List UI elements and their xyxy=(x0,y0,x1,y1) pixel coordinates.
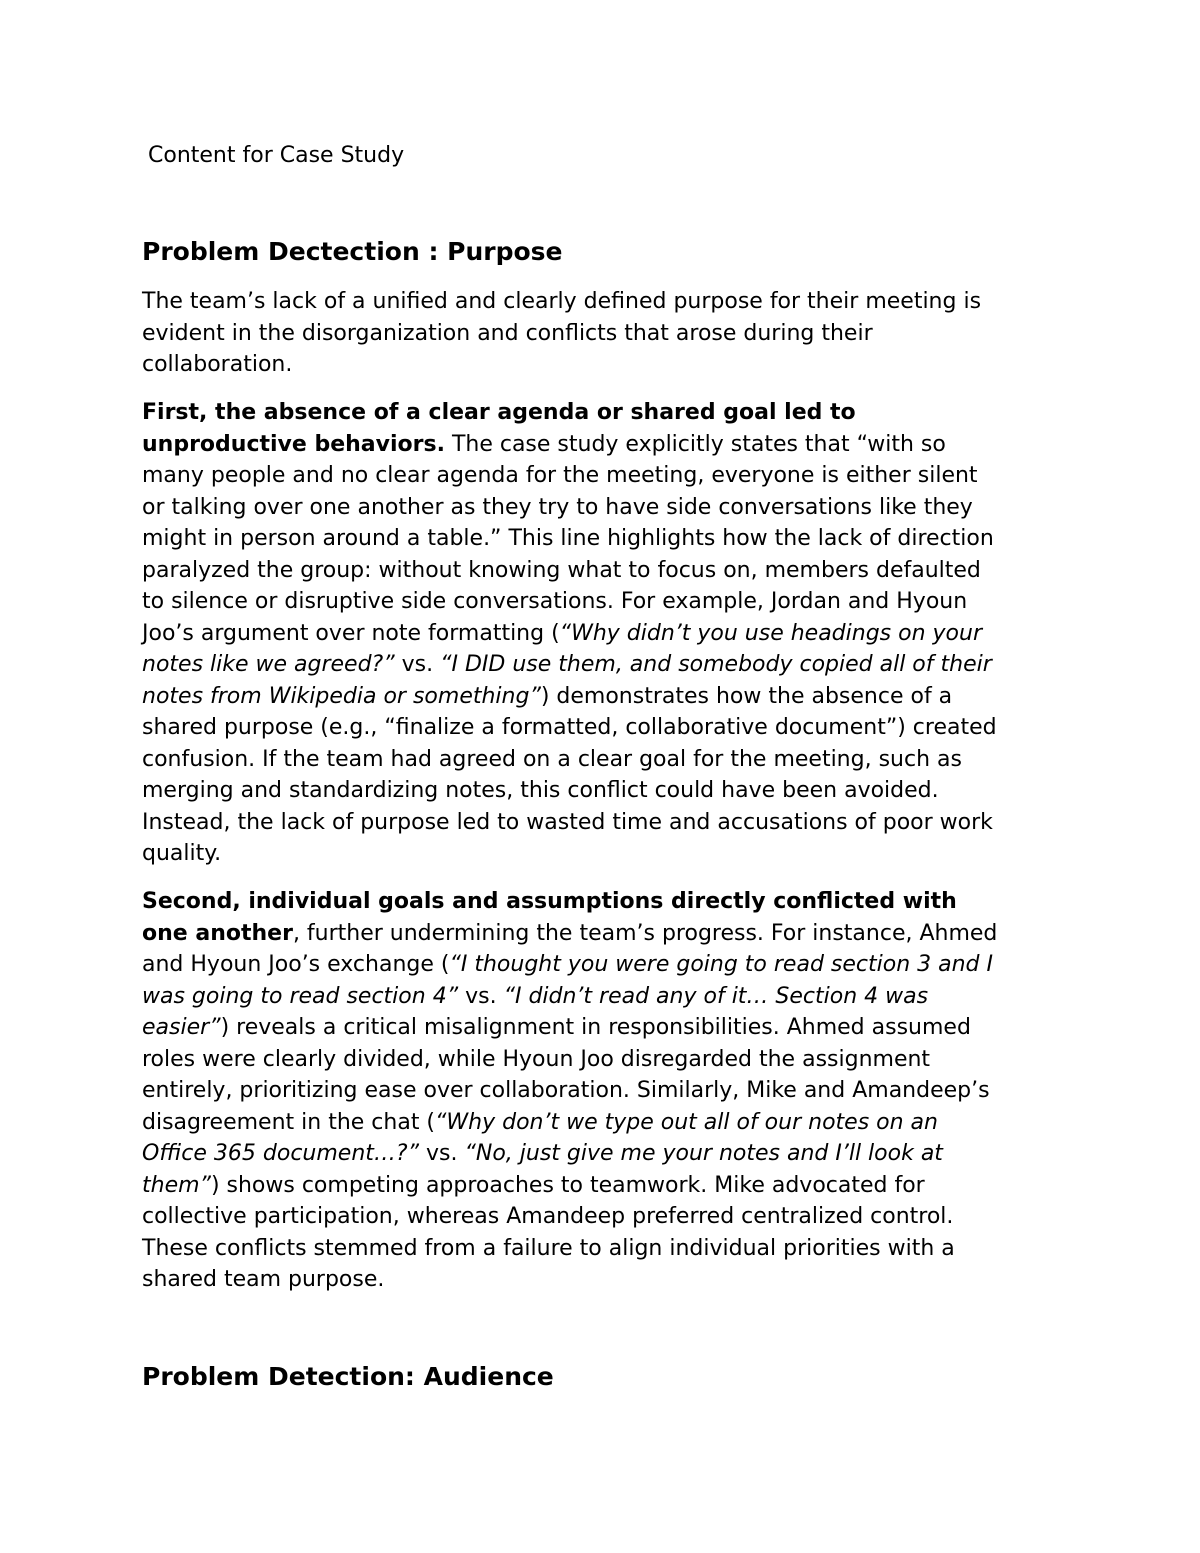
italic-quote: them” xyxy=(142,1172,211,1198)
text-line xyxy=(142,429,1092,461)
text-run: ) demonstrates how the absence of a xyxy=(540,683,953,709)
bold-text: Second, individual goals and assumptions directly conflicted with xyxy=(142,889,957,914)
paragraph-first-point xyxy=(142,397,1092,870)
text-line: quality. xyxy=(142,841,222,866)
italic-quote: notes from Wikipedia or something” xyxy=(142,683,541,709)
text-line: The team’s lack of a unified and clearly defined purpose for their meeting is xyxy=(142,289,982,314)
text-line xyxy=(142,886,1092,918)
italic-quote: “I DID use them, and somebody copied all of their xyxy=(440,652,992,677)
paragraph-intro xyxy=(142,286,1092,381)
text-line: entirely, prioritizing ease over collaboration. Similarly, Mike and Amandeep’s xyxy=(142,1078,990,1103)
text-run: and Hyoun Joo’s exchange ( xyxy=(142,952,450,977)
text-run: Joo’s argument over note formatting ( xyxy=(142,620,560,646)
italic-quote: “I thought you were going to read section 3 and I xyxy=(449,952,993,977)
italic-quote: Office 365 document…?” xyxy=(142,1141,419,1166)
text-line xyxy=(142,1107,1092,1139)
text-line xyxy=(142,397,1092,429)
text-run: vs. xyxy=(419,1141,465,1166)
text-line xyxy=(142,649,1092,681)
text-line: many people and no clear agenda for the meeting, everyone is either silent xyxy=(142,463,978,488)
italic-quote: notes like we agreed?” xyxy=(142,652,395,677)
text-run: The case study explicitly states that “with so xyxy=(444,431,946,457)
paragraph-second-point xyxy=(142,886,1092,1296)
bold-text: unproductive behaviors. xyxy=(142,431,445,457)
text-line: collaboration. xyxy=(142,352,293,377)
text-line: These conflicts stemmed from a failure to align individual priorities with a xyxy=(142,1235,955,1261)
text-line: shared purpose (e.g., “finalize a formatted, collaborative document”) created xyxy=(142,715,997,740)
italic-quote: “No, just give me your notes and I’ll look at xyxy=(464,1141,943,1166)
text-line xyxy=(142,618,1092,650)
text-run: ) shows competing approaches to teamwork. Mike advocated for xyxy=(210,1172,925,1198)
text-run: ) reveals a critical misalignment in responsibilities. Ahmed assumed xyxy=(220,1015,971,1040)
text-line xyxy=(142,1138,1092,1170)
text-run: disagreement in the chat ( xyxy=(142,1109,436,1135)
document-title: Content for Case Study xyxy=(148,143,405,168)
text-line: or talking over one another as they try to have side conversations like they xyxy=(142,494,973,520)
text-line: Instead, the lack of purpose led to wasted time and accusations of poor work xyxy=(142,809,993,835)
italic-quote: “Why didn’t you use headings on your xyxy=(559,620,982,646)
text-line: roles were clearly divided, while Hyoun Joo disregarded the assignment xyxy=(142,1046,931,1072)
italic-quote: easier” xyxy=(142,1015,221,1040)
text-run: vs. xyxy=(394,652,441,677)
bold-text: one another xyxy=(142,920,293,946)
text-run: vs. xyxy=(458,983,504,1009)
text-run: , further undermining the team’s progress. For instance, Ahmed xyxy=(292,920,998,946)
text-line xyxy=(142,949,1092,981)
text-line: paralyzed the group: without knowing what to focus on, members defaulted xyxy=(142,557,981,583)
text-line xyxy=(142,1012,1092,1044)
italic-quote: was going to read section 4” xyxy=(142,983,459,1009)
section-heading-audience: Problem Detection: Audience xyxy=(142,1362,554,1391)
text-line xyxy=(142,981,1092,1013)
section-heading-purpose: Problem Dectection : Purpose xyxy=(142,237,563,266)
text-line xyxy=(142,681,1092,713)
text-line: collective participation, whereas Amandeep preferred centralized control. xyxy=(142,1204,954,1229)
text-line xyxy=(142,918,1092,950)
text-line: to silence or disruptive side conversations. For example, Jordan and Hyoun xyxy=(142,589,968,614)
italic-quote: “I didn’t read any of it… Section 4 was xyxy=(503,983,929,1009)
text-line xyxy=(142,1170,1092,1202)
text-line: might in person around a table.” This line highlights how the lack of direction xyxy=(142,526,994,551)
text-line: confusion. If the team had agreed on a clear goal for the meeting, such as xyxy=(142,746,962,772)
text-line: merging and standardizing notes, this conflict could have been avoided. xyxy=(142,778,939,803)
text-line: evident in the disorganization and conflicts that arose during their xyxy=(142,320,873,346)
text-line: shared team purpose. xyxy=(142,1267,385,1292)
italic-quote: “Why don’t we type out all of our notes on an xyxy=(435,1109,938,1135)
bold-text: First, the absence of a clear agenda or shared goal led to xyxy=(142,400,856,425)
